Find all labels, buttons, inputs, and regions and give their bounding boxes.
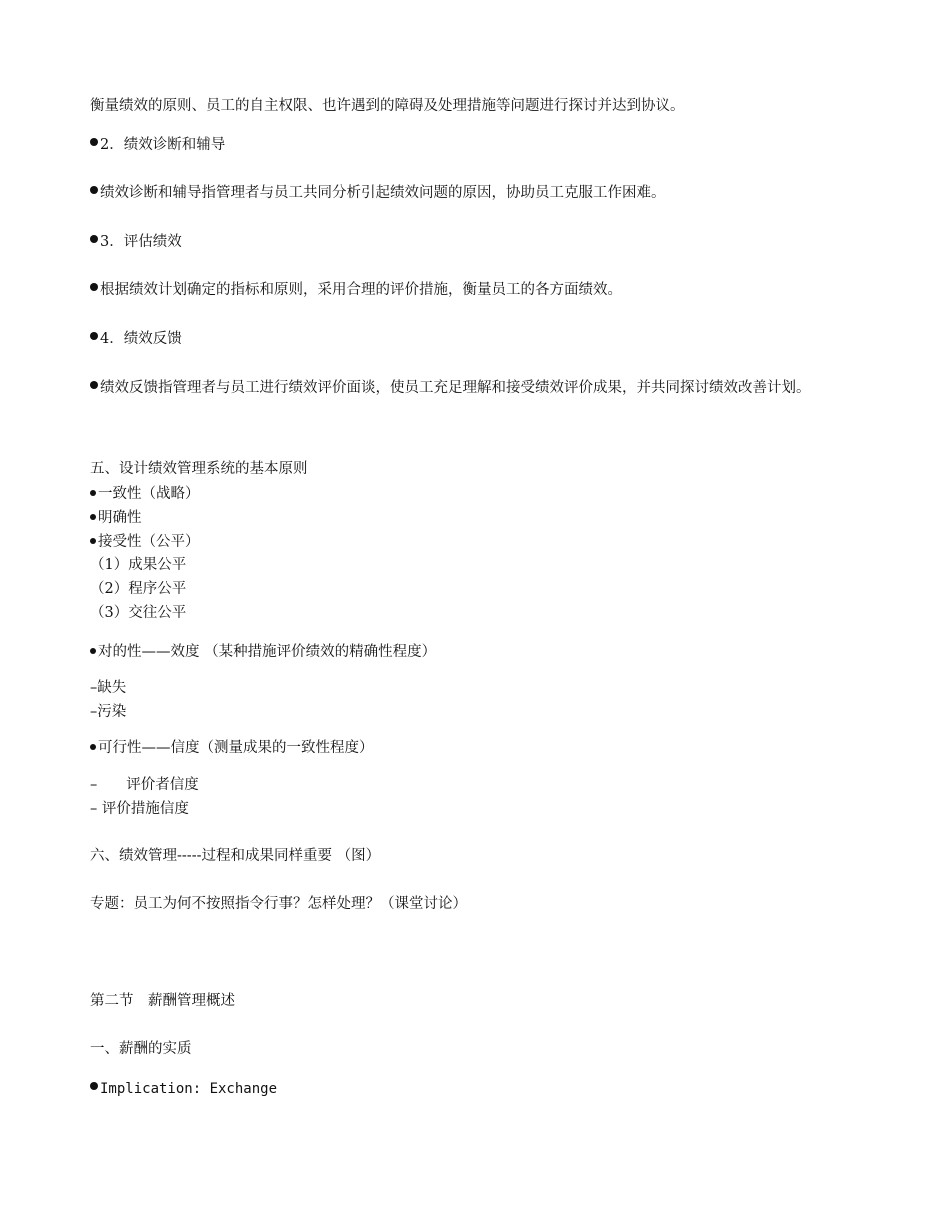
sub-item-interaction-fairness: （3）交往公平 bbox=[90, 605, 187, 621]
bullet-icon bbox=[90, 381, 98, 389]
chapter-heading-compensation: 第二节 薪酬管理概述 bbox=[90, 993, 235, 1009]
bullet-icon bbox=[90, 283, 98, 291]
bullet-icon bbox=[90, 138, 98, 146]
list-item-feedback-heading: 4．绩效反馈 bbox=[90, 332, 182, 347]
sub-item-procedure-fairness: （2）程序公平 bbox=[90, 581, 187, 597]
section-heading-process: 六、绩效管理-----过程和成果同样重要 （图） bbox=[90, 848, 381, 864]
list-item-implication: Implication: Exchange bbox=[90, 1082, 277, 1096]
bullet-icon bbox=[90, 514, 96, 520]
list-item-diagnosis-heading: 2．绩效诊断和辅导 bbox=[90, 138, 225, 153]
list-item-clarity: 明确性 bbox=[90, 511, 142, 526]
bullet-icon bbox=[90, 648, 96, 654]
list-item-evaluate-heading: 3．评估绩效 bbox=[90, 235, 182, 250]
bullet-icon bbox=[90, 744, 96, 750]
paragraph-agreement: 衡量绩效的原则、员工的自主权限、也许遇到的障碍及处理措施等问题进行探讨并达到协议。 bbox=[90, 98, 685, 114]
sub-item-outcome-fairness: （1）成果公平 bbox=[90, 557, 187, 573]
section-heading-essence: 一、薪酬的实质 bbox=[90, 1041, 192, 1057]
bullet-icon bbox=[90, 490, 96, 496]
sub-item-rater-reliability: – 评价者信度 bbox=[90, 777, 199, 793]
bullet-icon bbox=[90, 538, 96, 544]
list-item-acceptance: 接受性（公平） bbox=[90, 535, 200, 550]
bullet-icon bbox=[90, 1082, 98, 1090]
list-item-validity: 对的性——效度 （某种措施评价绩效的精确性程度） bbox=[90, 645, 436, 660]
list-item-reliability: 可行性——信度（测量成果的一致性程度） bbox=[90, 741, 374, 756]
sub-item-method-reliability: – 评价措施信度 bbox=[90, 801, 189, 817]
list-item-consistency: 一致性（战略） bbox=[90, 487, 200, 502]
section-heading-principles: 五、设计绩效管理系统的基本原则 bbox=[90, 461, 308, 477]
list-item-evaluate-text: 根据绩效计划确定的指标和原则，采用合理的评价措施，衡量员工的各方面绩效。 bbox=[90, 283, 622, 298]
bullet-icon bbox=[90, 332, 98, 340]
topic-discussion: 专题：员工为何不按照指令行事？怎样处理？（课堂讨论） bbox=[90, 896, 467, 912]
sub-item-deficiency: –缺失 bbox=[90, 680, 127, 696]
list-item-feedback-text: 绩效反馈指管理者与员工进行绩效评价面谈，使员工充足理解和接受绩效评价成果，并共同探讨绩效改善计划。 bbox=[90, 373, 865, 403]
list-item-diagnosis-text: 绩效诊断和辅导指管理者与员工共同分析引起绩效问题的原因，协助员工克服工作困难。 bbox=[90, 186, 666, 201]
sub-item-contamination: –污染 bbox=[90, 704, 127, 720]
bullet-icon bbox=[90, 186, 98, 194]
bullet-icon bbox=[90, 235, 98, 243]
